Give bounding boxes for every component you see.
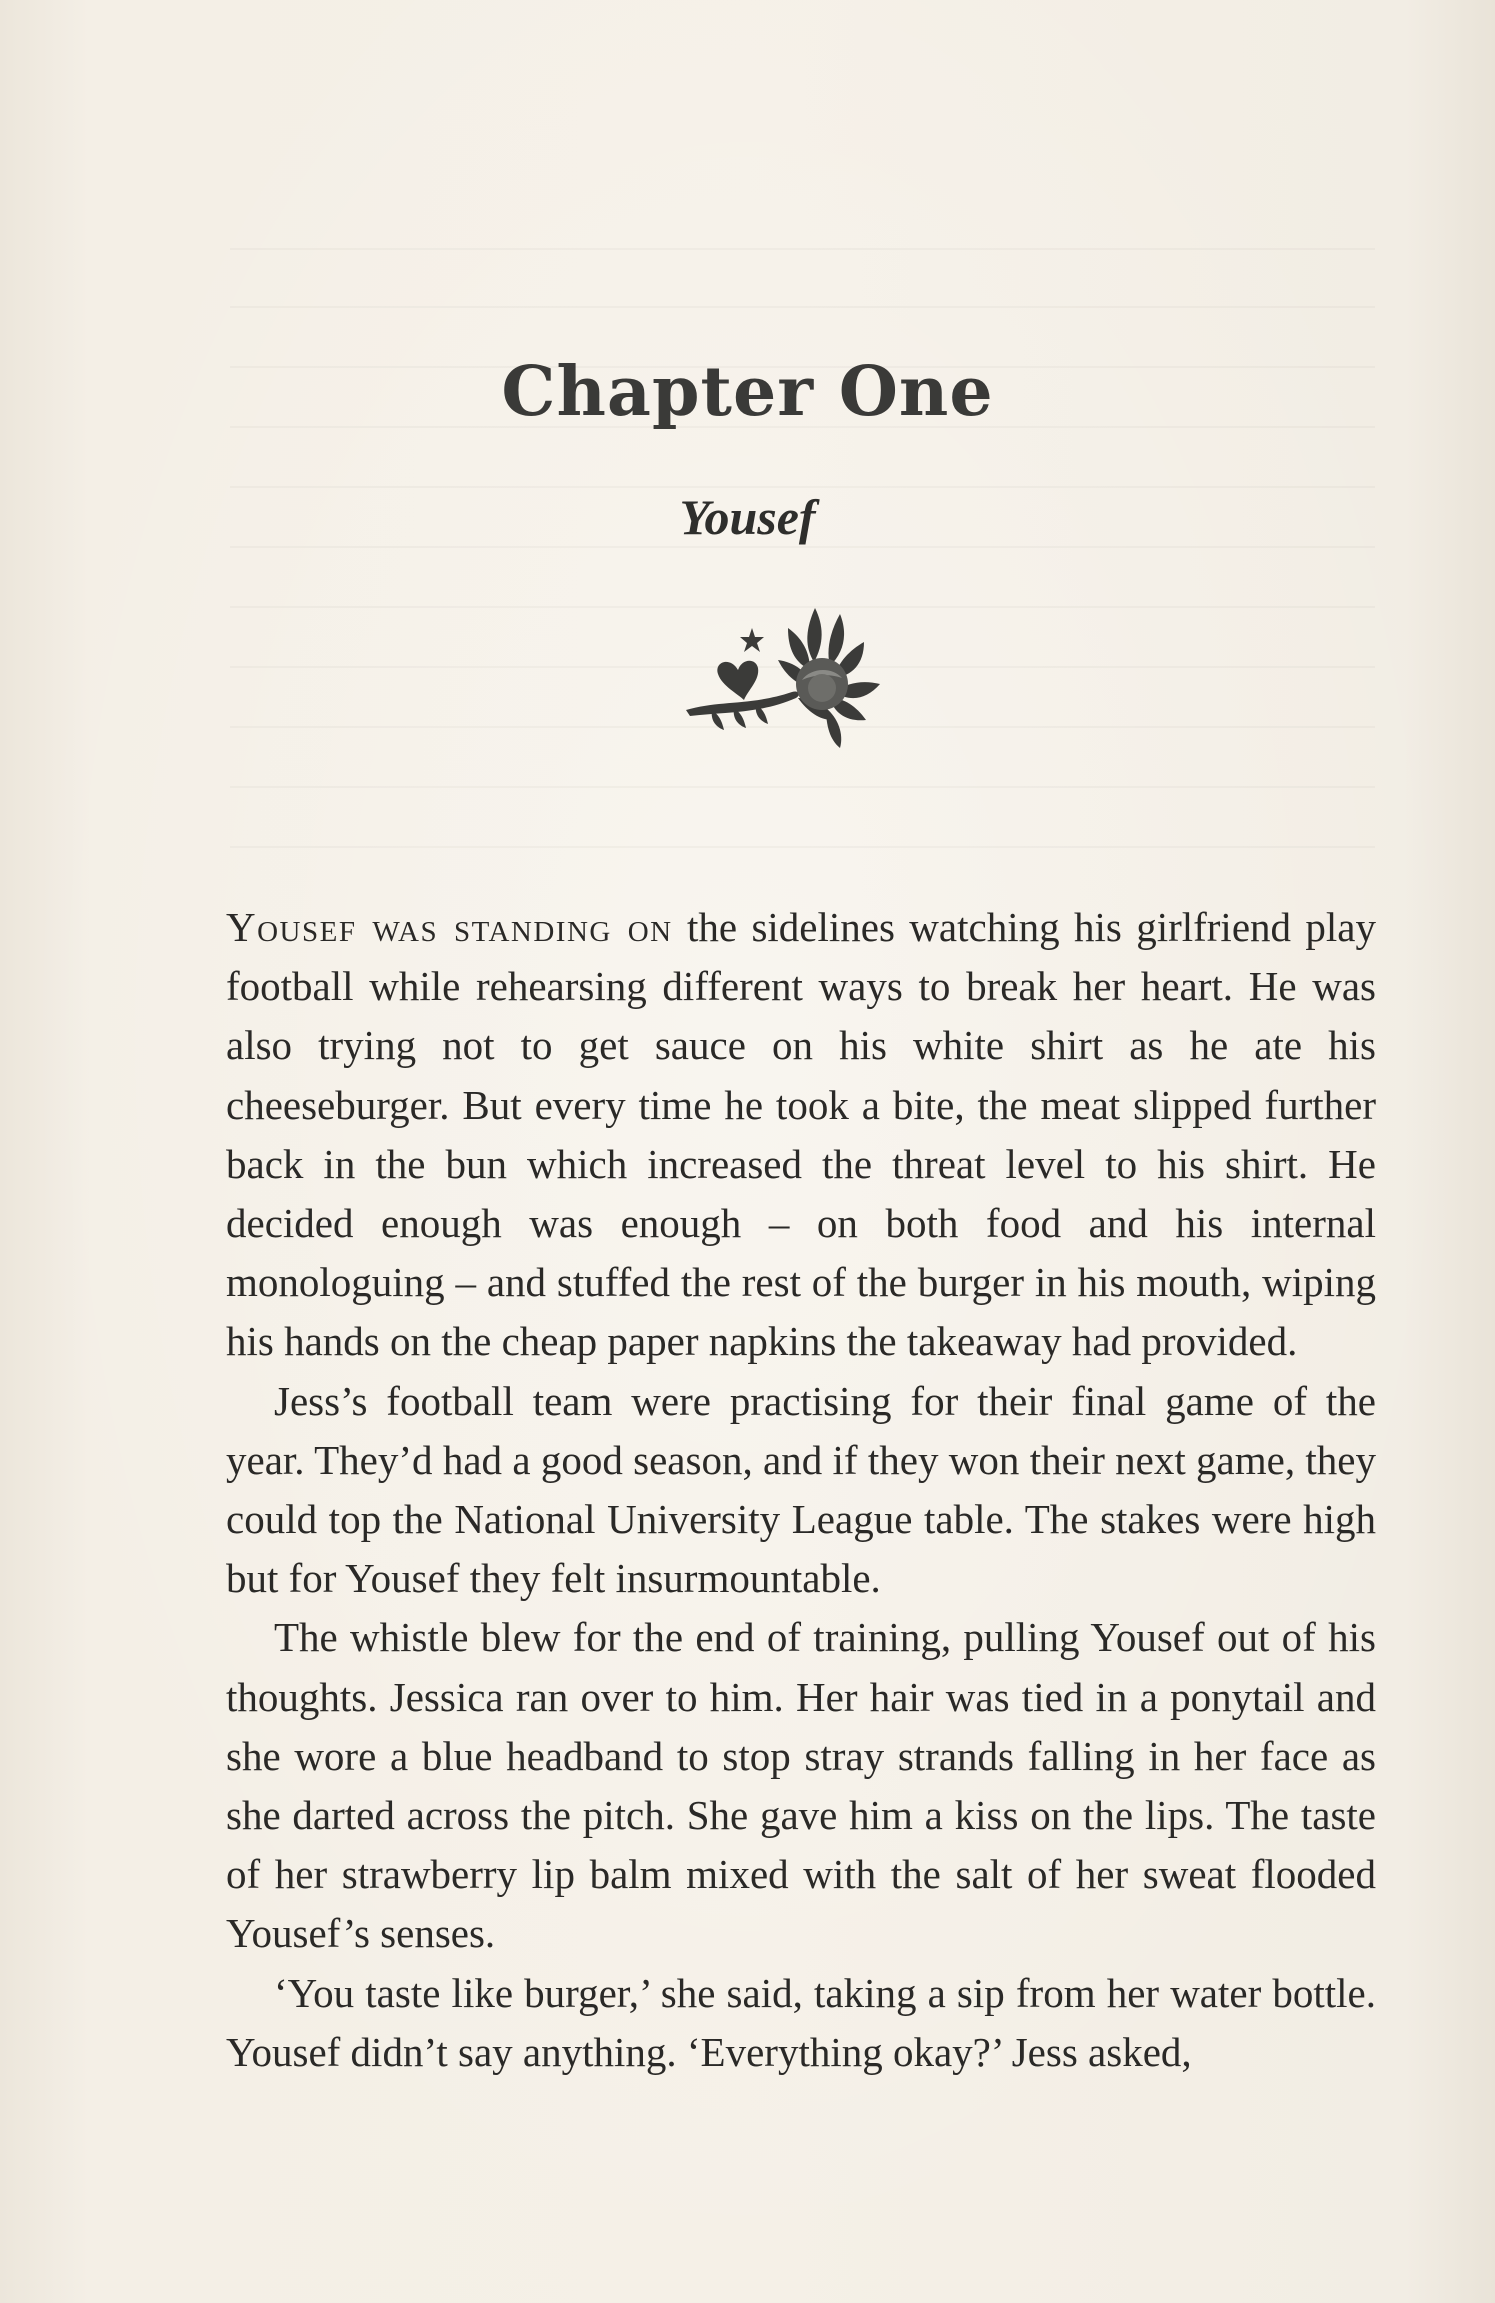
chapter-subtitle: Yousef [679, 489, 816, 545]
show-through-line [230, 786, 1375, 788]
paragraph: The whistle blew for the end of training, pulling Yousef out of his thoughts. Jessica ran over to him. Her hair was tied in a ponytail and she wore a blue headband to stop stray strands falling in her face as she darted across the pitch. She gave him a kiss on the lips. The taste of her strawberry lip balm mixed with the salt of her sweat flooded Yousef’s senses. [226, 1614, 1376, 1957]
show-through-line [230, 248, 1375, 250]
paragraph-text: the sidelines watching his girlfriend play football while rehearsing different ways to break her heart. He was also trying not to get sauce on his white shirt as he ate his cheeseburger. But every time he took a bite, the meat slipped further back in the bun which increased the threat level to his shirt. He decided enough was enough – on both food and his internal monologuing – and stuffed the rest of the burger in his mouth, wiping his hands on the cheap paper napkins the takeaway had provided. [226, 904, 1376, 1365]
chapter-title: Chapter One [501, 352, 994, 432]
chapter-body [226, 898, 1376, 2082]
paragraph: Jess’s football team were practising for their final game of the year. They’d had a good season, and if they won their next game, they could top the National University League table. The stakes were high but for Yousef they felt insurmountable. [226, 1377, 1376, 1602]
show-through-line [230, 546, 1375, 548]
show-through-line [230, 306, 1375, 308]
show-through-line [230, 846, 1375, 848]
paragraph: ‘You taste like burger,’ she said, taking a sip from her water bottle. Yousef didn’t say anything. ‘Everything okay?’ Jess asked, [226, 1969, 1376, 2075]
flower-heart-star-ornament-icon [680, 588, 930, 758]
paragraph-lead-in: Yousef was standing on [226, 904, 673, 950]
paragraph [226, 898, 1376, 1372]
